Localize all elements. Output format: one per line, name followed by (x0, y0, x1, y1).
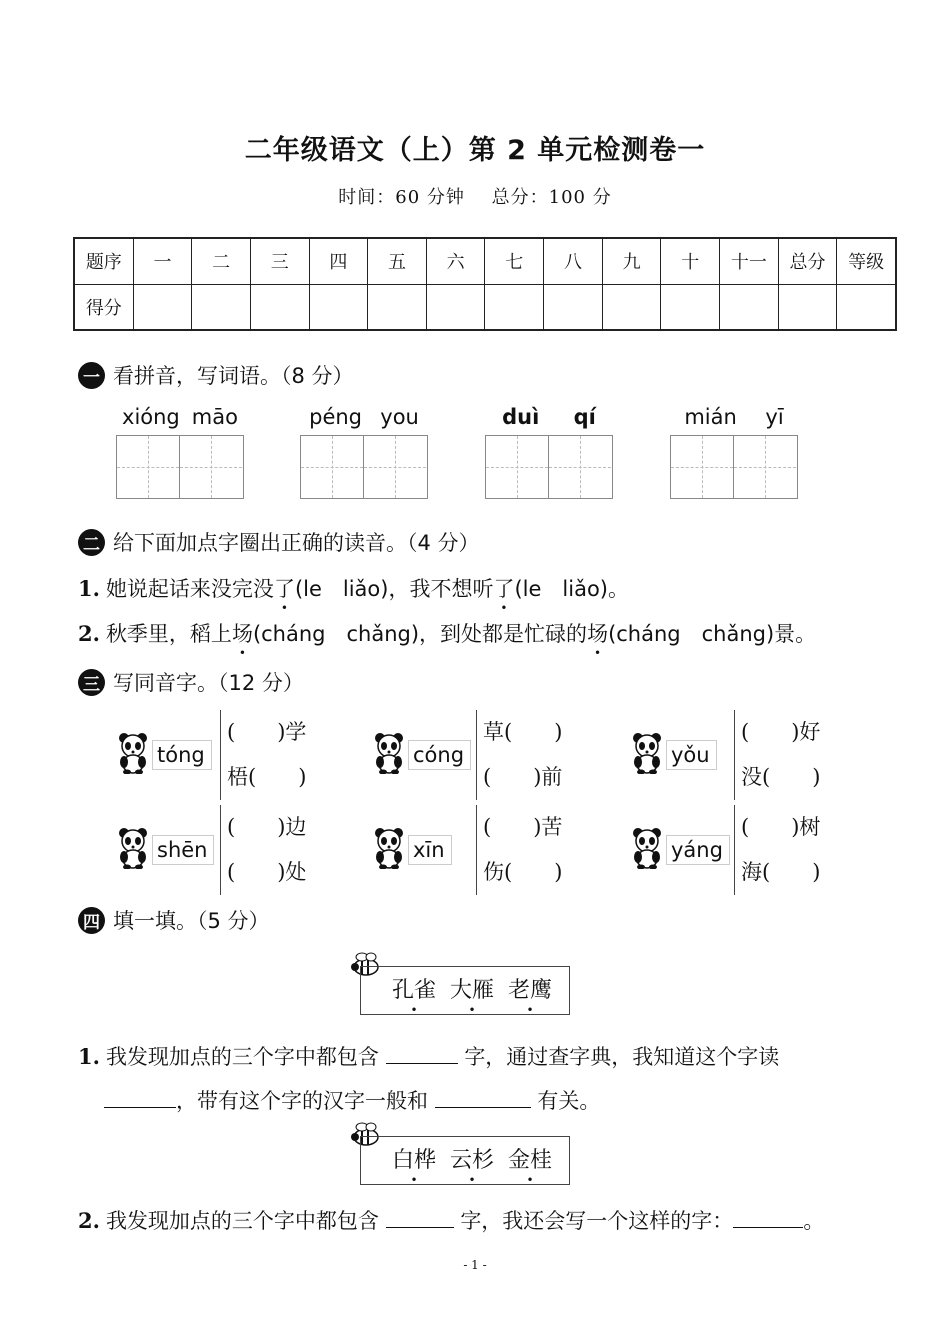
panda-icon (630, 827, 664, 873)
panda-icon (372, 827, 406, 873)
page-title: 二年级语文（上）第 2 单元检测卷一 (244, 135, 706, 166)
writing-grid[interactable] (300, 435, 428, 499)
exam-meta (0, 183, 950, 209)
writing-cell[interactable] (301, 436, 364, 498)
pinyin-text: māo (191, 405, 238, 429)
score-cell[interactable] (837, 284, 896, 330)
score-cell[interactable] (778, 284, 837, 330)
table-header-label: 题序 (74, 238, 133, 284)
table-header-cell: 十一 (720, 238, 779, 284)
answer-bracket[interactable] (476, 710, 562, 800)
homophone-group (630, 805, 820, 895)
homophone-group (372, 805, 562, 895)
answer-line[interactable]: 草( ) (483, 720, 563, 744)
table-header-cell: 六 (426, 238, 485, 284)
answer-bracket[interactable] (220, 710, 306, 800)
writing-cell[interactable] (671, 436, 734, 498)
section-number: 三 (78, 669, 105, 696)
writing-cell[interactable] (549, 436, 611, 498)
pinyin-label: tóng (152, 740, 212, 770)
answer-line[interactable]: 伤( ) (483, 860, 563, 884)
answer-line[interactable]: ( )前 (483, 765, 563, 789)
pinyin-text: xióng (122, 405, 180, 429)
panda-icon (116, 732, 150, 778)
section-1-heading (78, 360, 354, 390)
homophone-group (372, 710, 562, 800)
pinyin-item (670, 405, 798, 499)
pinyin-item (485, 405, 613, 499)
pinyin-item (116, 405, 244, 499)
score-cell[interactable] (192, 284, 251, 330)
section-title: 给下面加点字圈出正确的读音。（4 分） (113, 531, 480, 555)
table-header-cell: 等级 (837, 238, 896, 284)
word-box-2: 白桦 云杉 金桂 (360, 1136, 570, 1185)
score-cell[interactable] (368, 284, 427, 330)
table-header-cell: 八 (544, 238, 603, 284)
writing-grid[interactable] (485, 435, 613, 499)
score-cell[interactable] (426, 284, 485, 330)
homophone-group (116, 805, 306, 895)
answer-line[interactable]: ( )学 (227, 720, 307, 744)
total-label: 总分：100 分 (491, 187, 612, 208)
score-cell[interactable] (602, 284, 661, 330)
pinyin-text: you (380, 405, 419, 429)
score-cell[interactable] (250, 284, 309, 330)
homophone-group (116, 710, 306, 800)
score-cell[interactable] (661, 284, 720, 330)
score-cell[interactable] (544, 284, 603, 330)
writing-cell[interactable] (180, 436, 242, 498)
pinyin-text: mián (684, 405, 737, 429)
section-number: 二 (78, 529, 105, 556)
answer-line[interactable]: ( )苦 (483, 815, 563, 839)
pinyin-text: yī (765, 405, 784, 429)
panda-icon (372, 732, 406, 778)
answer-line[interactable]: ( )好 (741, 720, 821, 744)
answer-line[interactable]: 没( ) (741, 765, 821, 789)
table-header-cell: 总分 (778, 238, 837, 284)
writing-cell[interactable] (364, 436, 426, 498)
section-2-heading (78, 527, 480, 557)
table-header-cell: 九 (602, 238, 661, 284)
answer-bracket[interactable] (476, 805, 562, 895)
table-header-cell: 五 (368, 238, 427, 284)
table-header-cell: 十 (661, 238, 720, 284)
section-number: 一 (78, 362, 105, 389)
answer-line[interactable]: ( )处 (227, 860, 307, 884)
score-row-label: 得分 (74, 284, 133, 330)
writing-grid[interactable] (116, 435, 244, 499)
section-title: 填一填。（5 分） (113, 909, 270, 933)
writing-cell[interactable] (486, 436, 549, 498)
table-header-cell: 七 (485, 238, 544, 284)
page-number: - 1 - (463, 1258, 487, 1272)
pinyin-label: yǒu (666, 740, 717, 770)
pinyin-label: cóng (408, 740, 471, 770)
question-4-1: 1. 我发现加点的三个字中都包含 字，通过查字典，我知道这个字读 ，带有这个字的汉字一般和 有关。 (78, 1044, 780, 1113)
answer-line[interactable]: 海( ) (741, 860, 821, 884)
answer-bracket[interactable] (220, 805, 306, 895)
table-header-cell: 三 (250, 238, 309, 284)
table-header-cell: 四 (309, 238, 368, 284)
section-3-heading (78, 667, 304, 697)
pinyin-label: xīn (408, 835, 452, 865)
pinyin-text: qí (573, 405, 596, 429)
score-cell[interactable] (485, 284, 544, 330)
writing-cell[interactable] (117, 436, 180, 498)
homophone-group (630, 710, 820, 800)
score-cell[interactable] (309, 284, 368, 330)
answer-line[interactable]: ( )边 (227, 815, 307, 839)
panda-icon (116, 827, 150, 873)
section-number: 四 (78, 907, 105, 934)
question-2-2: 2. 秋季里，稻上场(cháng chǎng)，到处都是忙碌的场(cháng chǎng)景。 (78, 621, 817, 646)
score-cell[interactable] (133, 284, 192, 330)
table-header-cell: 一 (133, 238, 192, 284)
pinyin-label: shēn (152, 835, 214, 865)
score-table (73, 237, 897, 331)
table-header-cell: 二 (192, 238, 251, 284)
question-2-1: 1. 她说起话来没完没了(le liǎo)，我不想听了(le liǎo)。 (78, 576, 629, 601)
section-title: 看拼音，写词语。（8 分） (113, 364, 354, 388)
word-box-1: 孔雀 大雁 老鹰 (360, 966, 570, 1015)
pinyin-label: yáng (666, 835, 730, 865)
section-4-heading (78, 905, 270, 935)
answer-bracket[interactable] (734, 710, 820, 800)
pinyin-text: péng (309, 405, 363, 429)
score-cell[interactable] (720, 284, 779, 330)
answer-line[interactable]: 梧( ) (227, 765, 307, 789)
panda-icon (630, 732, 664, 778)
time-label: 时间：60 分钟 (338, 187, 465, 208)
writing-grid[interactable] (670, 435, 798, 499)
question-4-2: 2. 我发现加点的三个字中都包含 字，我还会写一个这样的字： 。 (78, 1208, 825, 1233)
answer-bracket[interactable] (734, 805, 820, 895)
writing-cell[interactable] (734, 436, 796, 498)
pinyin-item (300, 405, 428, 499)
section-title: 写同音字。（12 分） (113, 671, 304, 695)
answer-line[interactable]: ( )树 (741, 815, 821, 839)
pinyin-text: duì (502, 405, 540, 429)
